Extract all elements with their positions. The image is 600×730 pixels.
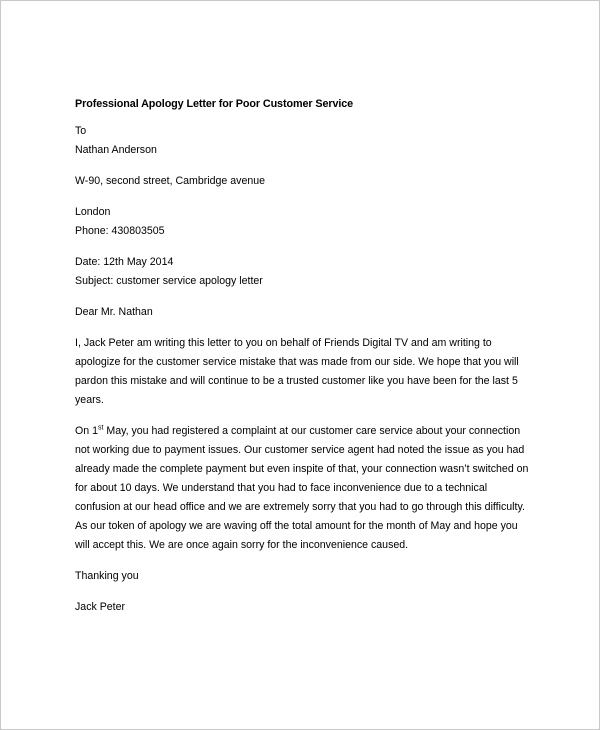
letter-title: Professional Apology Letter for Poor Customer Service <box>75 98 354 110</box>
paragraph-2-line: confusion at our head office and we are extremely sorry that you had to go through this difficulty. <box>75 501 525 513</box>
recipient-name: Nathan Anderson <box>75 144 157 156</box>
paragraph-1-line: I, Jack Peter am writing this letter to you on behalf of Friends Digital TV and am writing to <box>75 337 492 349</box>
paragraph-1 <box>75 334 535 410</box>
paragraph-2-prefix: On 1 <box>75 425 98 437</box>
ordinal-suffix: st <box>97 424 104 432</box>
paragraph-1-line: apologize for the customer service mistake that was made from our side. We hope that you will <box>75 356 519 368</box>
paragraph-2-line: As our token of apology we are waving off the total amount for the month of May and hope you <box>75 520 518 532</box>
closing: Thanking you <box>75 570 139 582</box>
paragraph-1-line: years. <box>75 394 104 406</box>
date-line: Date: 12th May 2014 <box>75 256 174 268</box>
paragraph-2-line <box>75 422 535 441</box>
paragraph-2-line: will accept this. We are once again sorry for the inconvenience caused. <box>75 539 409 551</box>
address-line: W-90, second street, Cambridge avenue <box>75 175 266 187</box>
subject-line: Subject: customer service apology letter <box>75 275 263 287</box>
paragraph-2 <box>75 422 535 555</box>
to-label: To <box>75 125 87 137</box>
signature: Jack Peter <box>75 601 126 613</box>
letter-body <box>75 95 535 617</box>
salutation: Dear Mr. Nathan <box>75 306 153 318</box>
paragraph-2-line: already made the complete payment but even inspite of that, your connection wasn’t switched on <box>75 463 529 475</box>
paragraph-2-rest: May, you had registered a complaint at our customer care service about your connection <box>103 425 521 437</box>
paragraph-1-line: pardon this mistake and will continue to be a trusted customer like you have been for the last 5 <box>75 375 518 387</box>
paragraph-2-line: not working due to payment issues. Our customer service agent had noted the issue as you had <box>75 444 525 456</box>
phone-line: Phone: 430803505 <box>75 225 165 237</box>
city-line: London <box>75 206 111 218</box>
paragraph-2-line: for about 10 days. We understand that you had to face inconvenience due to a technical <box>75 482 488 494</box>
